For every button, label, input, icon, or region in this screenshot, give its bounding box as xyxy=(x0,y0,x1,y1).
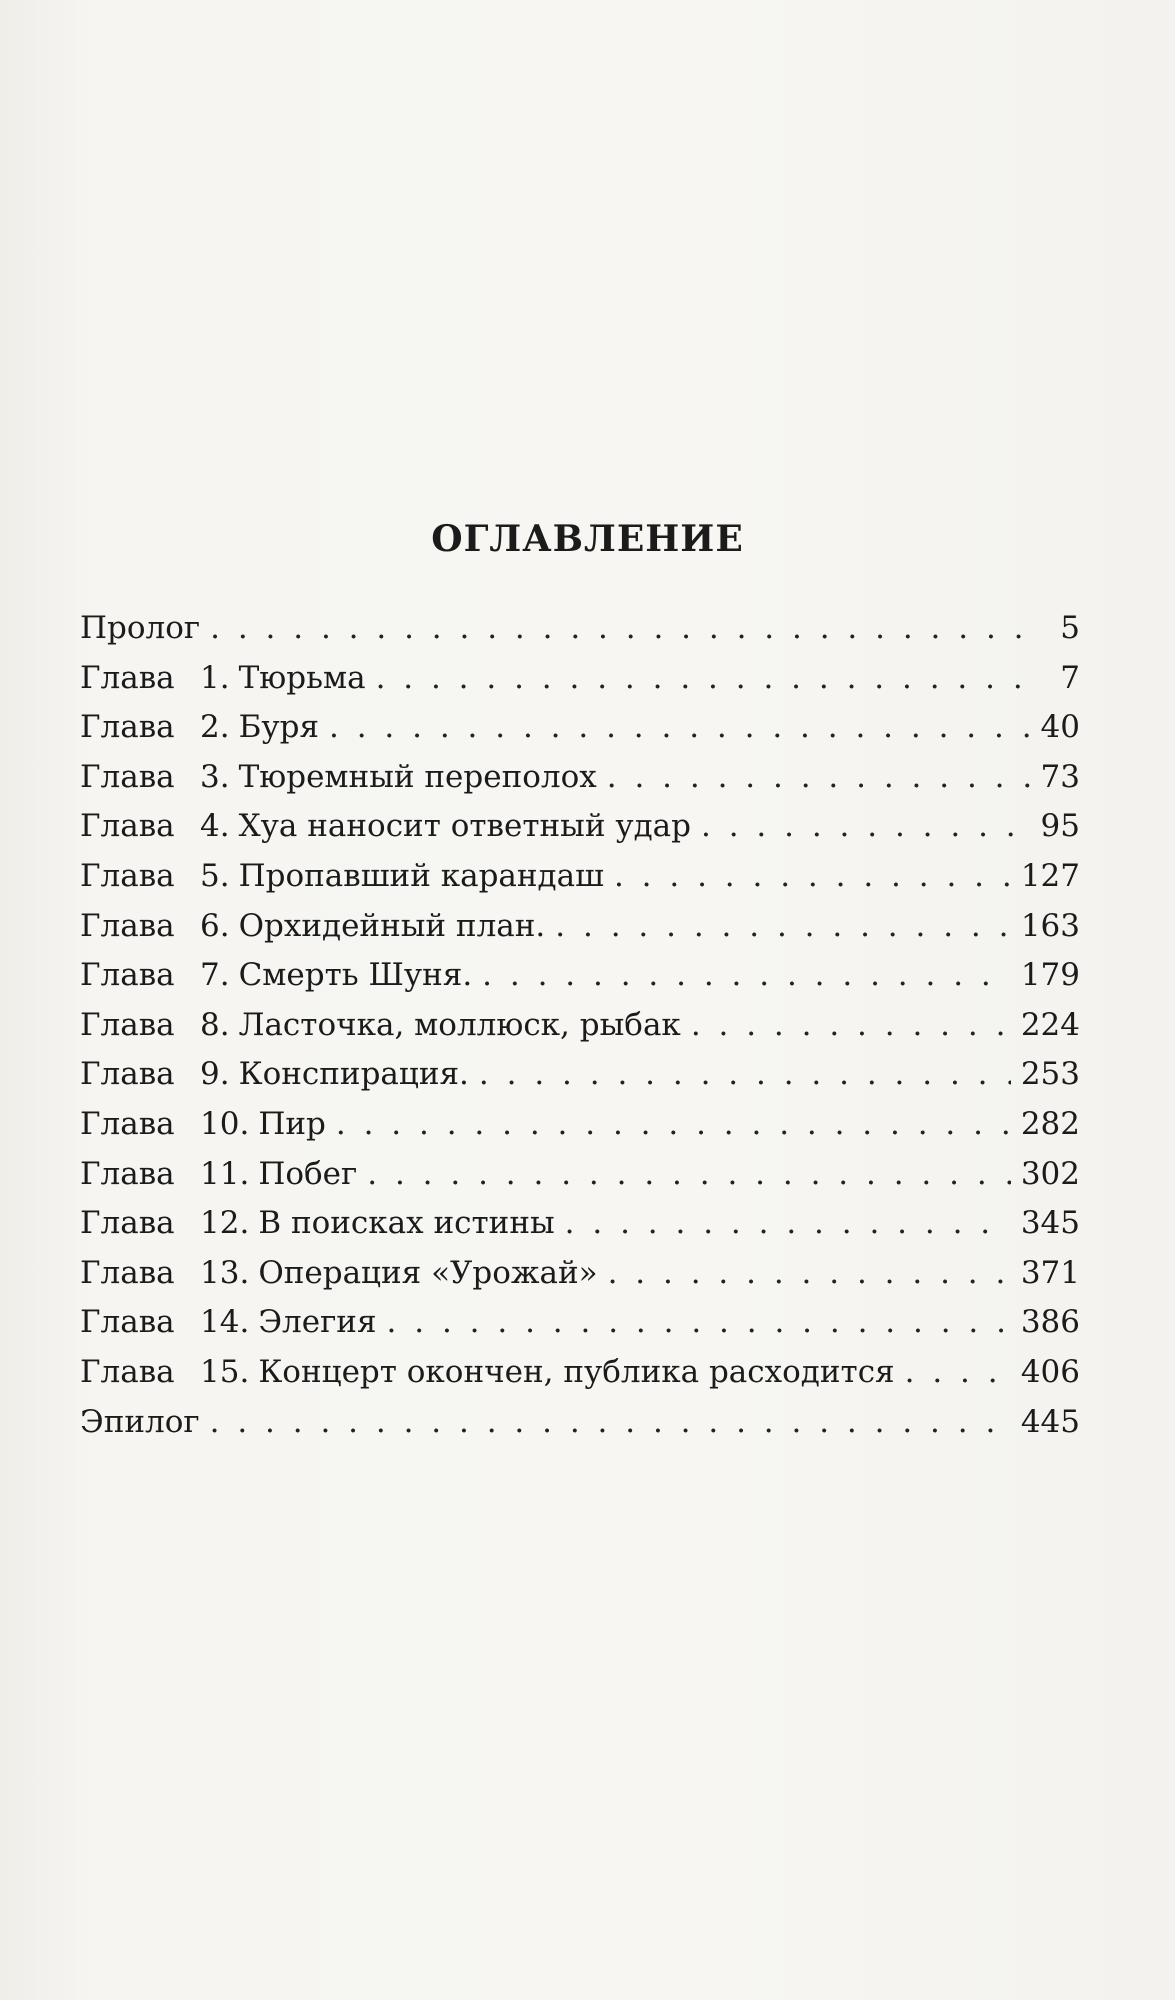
dot-leader xyxy=(565,1199,1011,1249)
toc-entry-label: Глава xyxy=(80,1155,175,1192)
toc-entry-page: 302 xyxy=(1020,1155,1080,1192)
toc-entry-label: Глава xyxy=(80,758,175,795)
toc-entry-label: Глава xyxy=(80,1105,175,1142)
toc-entry-page: 179 xyxy=(1020,957,1080,994)
toc-entry-number: 15. xyxy=(200,1353,250,1390)
toc-entry-page: 445 xyxy=(1020,1403,1080,1440)
toc-entry-title: Конспирация. xyxy=(238,1056,469,1093)
toc-entry-label: Глава xyxy=(80,808,175,845)
dot-leader xyxy=(607,753,1030,803)
toc-entry-number: 12. xyxy=(200,1205,250,1242)
toc-entry-number: 4. xyxy=(200,808,230,845)
toc-entry xyxy=(80,1050,1080,1100)
toc-entry-label: Глава xyxy=(80,1254,175,1291)
toc-entry-page: 73 xyxy=(1040,758,1080,795)
toc-entry xyxy=(80,703,1080,753)
dot-leader xyxy=(614,852,1011,902)
dot-leader xyxy=(336,1100,1011,1150)
toc-entry-label: Глава xyxy=(80,659,175,696)
toc-entry-title: Орхидейный план. xyxy=(238,907,546,944)
toc-entry-label: Глава xyxy=(80,1353,175,1390)
toc-entry-title: Пир xyxy=(258,1105,326,1142)
toc-entry xyxy=(80,1398,1080,1448)
toc-entry-page: 163 xyxy=(1020,907,1080,944)
toc-entry xyxy=(80,654,1080,704)
toc-entry-title: Тюремный переполох xyxy=(238,758,597,795)
dot-leader xyxy=(555,902,1011,952)
toc-entry-page: 95 xyxy=(1040,808,1080,845)
dot-leader xyxy=(701,802,1030,852)
dot-leader xyxy=(479,1050,1011,1100)
toc-entry-number: 5. xyxy=(200,857,230,894)
toc-entry-label: Глава xyxy=(80,1205,175,1242)
toc-entry xyxy=(80,802,1080,852)
toc-entry-label: Пролог xyxy=(80,610,201,646)
toc-entry-label: Глава xyxy=(80,1006,175,1043)
dot-leader xyxy=(210,604,1030,654)
toc-entry-number: 2. xyxy=(200,709,230,746)
toc-entry-number: 8. xyxy=(200,1006,230,1043)
toc-entry-number: 1. xyxy=(200,659,230,696)
toc-entry-page: 406 xyxy=(1020,1353,1080,1390)
toc-entry-page: 7 xyxy=(1060,659,1080,696)
dot-leader xyxy=(608,1249,1011,1299)
toc-entry-label: Глава xyxy=(80,709,175,746)
toc-entry-label: Глава xyxy=(80,1304,175,1341)
toc-entry-page: 345 xyxy=(1020,1205,1080,1242)
toc-entry-page: 40 xyxy=(1040,709,1080,746)
dot-leader xyxy=(691,1001,1011,1051)
toc-entry-page: 127 xyxy=(1020,857,1080,894)
toc-entry-title: Ласточка, моллюск, рыбак xyxy=(238,1006,681,1043)
toc-entry-title: Пропавший карандаш xyxy=(238,857,604,894)
toc-entry-label: Эпилог xyxy=(80,1403,200,1440)
toc-heading: ОГЛАВЛЕНИЕ xyxy=(431,518,744,560)
toc-entry-title: Концерт окончен, публика расходится xyxy=(258,1353,895,1390)
toc-entry xyxy=(80,1249,1080,1299)
toc-entry-page: 224 xyxy=(1020,1006,1080,1043)
toc-entry-title: Побег xyxy=(258,1155,358,1192)
toc-entry xyxy=(80,852,1080,902)
toc-entry xyxy=(80,1001,1080,1051)
toc-entry-page: 371 xyxy=(1020,1254,1080,1291)
toc-entry xyxy=(80,1100,1080,1150)
toc-entry-title: Элегия xyxy=(258,1304,377,1341)
toc-entry-number: 14. xyxy=(200,1304,250,1341)
toc-entry-page: 5 xyxy=(1060,610,1080,646)
toc-entry-title: Операция «Урожай» xyxy=(258,1254,598,1291)
toc-entry xyxy=(80,1298,1080,1348)
toc-entry xyxy=(80,951,1080,1001)
toc-entry-page: 253 xyxy=(1020,1056,1080,1093)
toc-entry-title: Буря xyxy=(238,709,319,746)
toc-entry-number: 10. xyxy=(200,1105,250,1142)
toc-entry-label: Глава xyxy=(80,907,175,944)
toc-entry-label: Глава xyxy=(80,1056,175,1093)
toc-entry xyxy=(80,1199,1080,1249)
toc-entry-number: 6. xyxy=(200,907,230,944)
toc-entry-number: 7. xyxy=(200,957,230,994)
table-of-contents xyxy=(80,604,1080,1447)
toc-entry-label: Глава xyxy=(80,957,175,994)
dot-leader xyxy=(367,1150,1011,1200)
dot-leader xyxy=(482,951,1011,1001)
toc-entry-number: 11. xyxy=(200,1155,250,1192)
dot-leader xyxy=(376,654,1030,704)
dot-leader xyxy=(905,1348,1011,1398)
toc-entry-page: 386 xyxy=(1020,1304,1080,1341)
dot-leader xyxy=(387,1298,1011,1348)
toc-entry-page: 282 xyxy=(1020,1105,1080,1142)
toc-entry xyxy=(80,753,1080,803)
toc-entry-number: 3. xyxy=(200,758,230,795)
toc-entry-number: 9. xyxy=(200,1056,230,1093)
toc-entry xyxy=(80,604,1080,654)
toc-entry-title: Смерть Шуня. xyxy=(238,957,473,994)
toc-entry xyxy=(80,1348,1080,1398)
dot-leader xyxy=(329,703,1030,753)
toc-entry-label: Глава xyxy=(80,857,175,894)
toc-entry xyxy=(80,1150,1080,1200)
toc-entry-title: Хуа наносит ответный удар xyxy=(238,808,691,845)
toc-entry-title: В поисках истины xyxy=(258,1205,555,1242)
toc-entry xyxy=(80,902,1080,952)
toc-entry-number: 13. xyxy=(200,1254,250,1291)
toc-entry-title: Тюрьма xyxy=(238,659,366,696)
dot-leader xyxy=(210,1398,1011,1448)
